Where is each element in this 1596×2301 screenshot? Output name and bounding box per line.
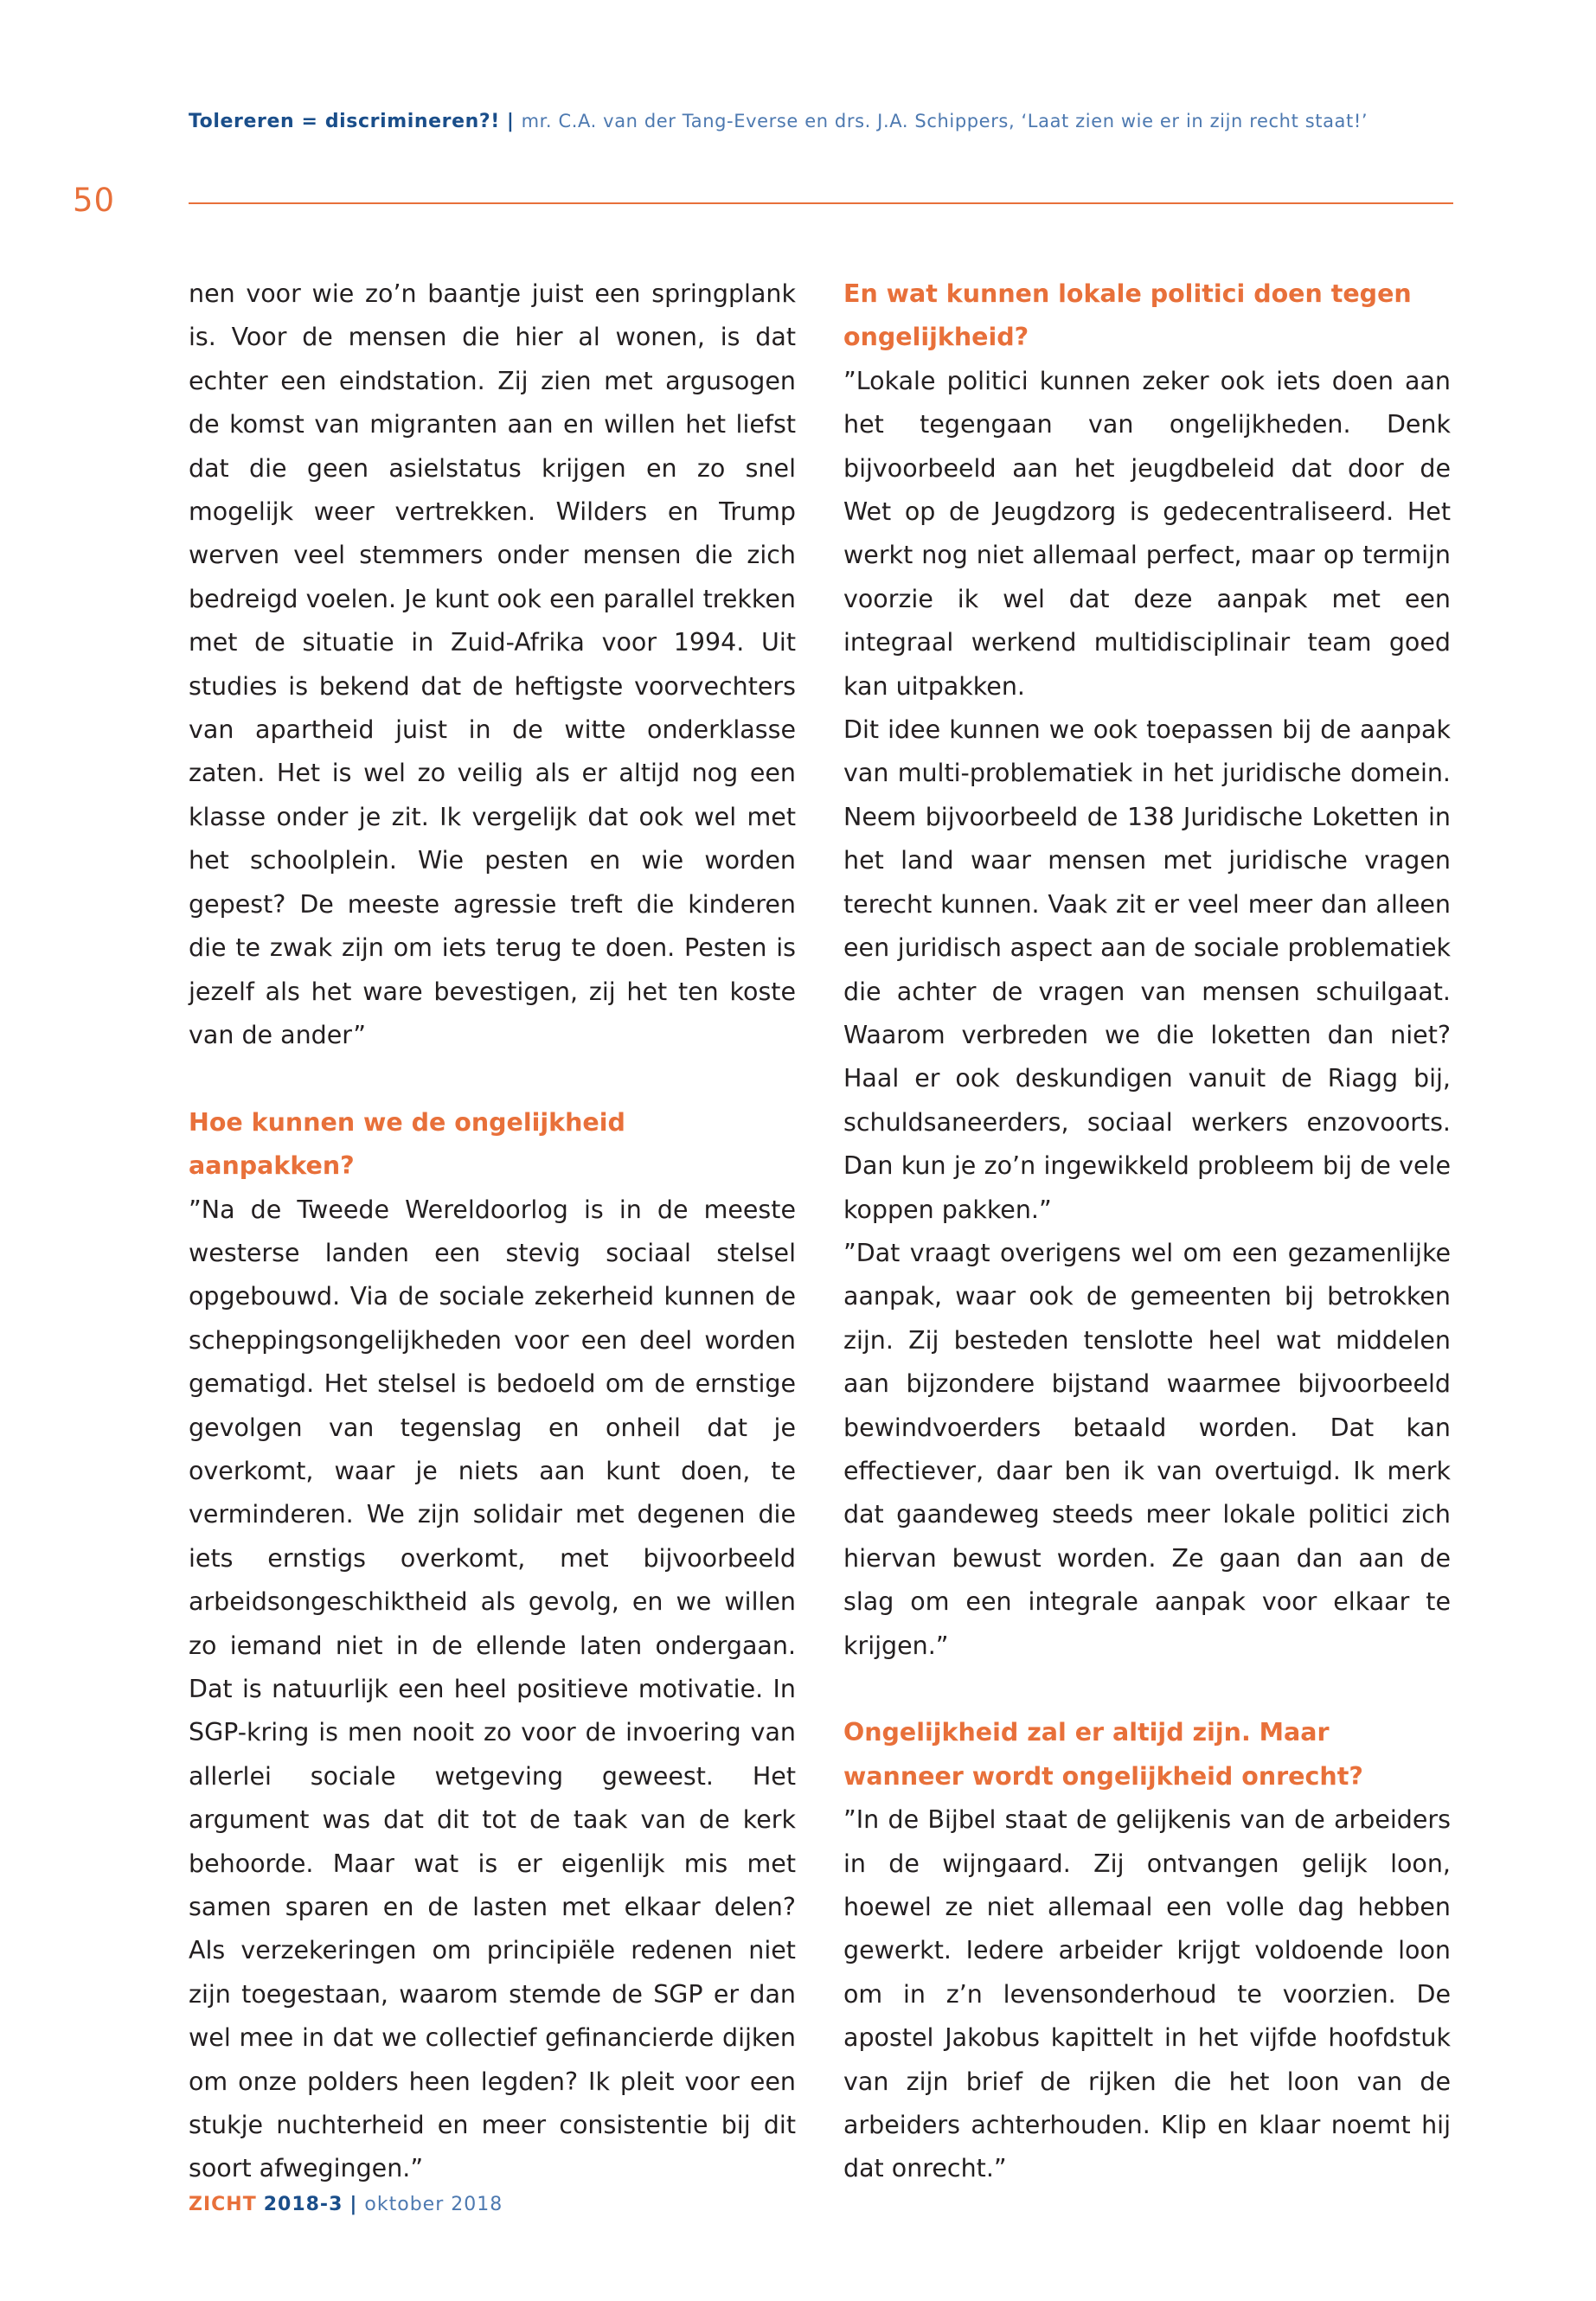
left-paragraph-1: nen voor wie zo’n baantje juist een springplank is. Voor de mensen die hier al wonen, is dat echter een eindstation. Zij zien met argusogen de komst van migranten aan en willen het liefst dat die geen asielstatus krijgen en zo snel mogelijk weer vertrekken. Wilders en Trump werven veel stemmers onder mensen die zich bedreigd voelen. Je kunt ook een parallel trekken met de situatie in Zuid-Afrika voor 1994. Uit studies is bekend dat de heftigste voorvechters van apartheid juist in de witte onderklasse zaten. Het is wel zo veilig als er altijd nog een klasse onder je zit. Ik vergelijk dat ook wel met het schoolplein. Wie pesten en wie worden gepest? De meeste agressie treft die kinderen die te zwak zijn om iets terug te doen. Pesten is jezelf als het ware bevestigen, zij het ten koste van de ander” xyxy=(189,279,796,1049)
header-separator: | xyxy=(506,111,515,132)
right-paragraph-3: ”Dat vraagt overigens wel om een gezamenlijke aanpak, waar ook de gemeenten bij betrokken zijn. Zij besteden tenslotte heel wat middelen aan bijzondere bijstand waarmee bijvoorbeeld bewindvoerders betaald worden. Dat kan effectiever, daar ben ik van overtuigd. Ik merk dat gaandeweg steeds meer lokale politici zich hiervan bewust worden. Ze gaan dan aan de slag om een integrale aanpak voor elkaar te krijgen.” xyxy=(843,1238,1451,1660)
right-column xyxy=(843,272,1451,2191)
page-number: 50 xyxy=(73,182,116,219)
footer-date: oktober 2018 xyxy=(364,2194,503,2215)
series-title: Tolereren = discrimineren?! xyxy=(189,111,500,132)
footer-separator: | xyxy=(349,2194,358,2215)
header-rule xyxy=(189,202,1453,204)
right-heading-2: Ongelijkheid zal er altijd zijn. Maar wanneer wordt ongelijkheid onrecht? xyxy=(843,1718,1363,1791)
right-paragraph-1: ”Lokale politici kunnen zeker ook iets doen aan het tegengaan van ongelijkheden. Denk bijvoorbeeld aan het jeugdbeleid dat door de Wet op de Jeugdzorg is gedecentraliseerd. Het werkt nog niet allemaal perfect, maar op termijn voorzie ik wel dat deze aanpak met een integraal werkend multidisciplinair team goed kan uitpakken. xyxy=(843,366,1451,701)
left-column xyxy=(189,272,796,2191)
section-gap xyxy=(189,1057,796,1100)
section-gap xyxy=(843,1668,1451,1711)
running-header xyxy=(189,111,1452,132)
right-heading-1: En wat kunnen lokale politici doen tegen ongelijkheid? xyxy=(843,279,1412,352)
footer-magazine: ZICHT xyxy=(189,2194,257,2215)
right-paragraph-4: ”In de Bijbel staat de gelijkenis van de arbeiders in de wijngaard. Zij ontvangen gelijk loon, hoewel ze niet allemaal een volle dag hebben gewerkt. Iedere arbeider krijgt voldoende loon om in z’n levensonderhoud te voorzien. De apostel Jakobus kapittelt in het vijfde hoofdstuk van zijn brief de rijken die het loon van de arbeiders achterhouden. Klip en klaar noemt hij dat onrecht.” xyxy=(843,1805,1451,2183)
article-authors-title: mr. C.A. van der Tang-Everse en drs. J.A. Schippers, ‘Laat zien wie er in zijn recht staat!’ xyxy=(521,111,1368,131)
page-footer xyxy=(189,2194,503,2215)
left-heading-1: Hoe kunnen we de ongelijkheid aanpakken? xyxy=(189,1107,625,1181)
right-paragraph-2: Dit idee kunnen we ook toepassen bij de aanpak van multi-problematiek in het juridische domein. Neem bijvoorbeeld de 138 Juridische Loketten in het land waar mensen met juridische vragen terecht kunnen. Vaak zit er veel meer dan alleen een juridisch aspect aan de sociale problematiek die achter de vragen van mensen schuilgaat. Waarom verbreden we die loketten dan niet? Haal er ook deskundigen vanuit de Riagg bij, schuldsaneerders, sociaal werkers enzovoorts. Dan kun je zo’n ingewikkeld probleem bij de vele koppen pakken.” xyxy=(843,715,1451,1224)
footer-issue: 2018-3 xyxy=(263,2194,343,2215)
left-paragraph-2: ”Na de Tweede Wereldoorlog is in de meeste westerse landen een stevig sociaal stelsel opgebouwd. Via de sociale zekerheid kunnen de scheppingsongelijkheden voor een deel worden gematigd. Het stelsel is bedoeld om de ernstige gevolgen van tegenslag en onheil dat je overkomt, waar je niets aan kunt doen, te verminderen. We zijn solidair met degenen die iets ernstigs overkomt, met bijvoorbeeld arbeidsongeschiktheid als gevolg, en we willen zo iemand niet in de ellende laten ondergaan. Dat is natuurlijk een heel positieve motivatie. In SGP-kring is men nooit zo voor de invoering van allerlei sociale wetgeving geweest. Het argument was dat dit tot de taak van de kerk behoorde. Maar wat is er eigenlijk mis met samen sparen en de lasten met elkaar delen? Als verzekeringen om principiële redenen niet zijn toegestaan, waarom stemde de SGP er dan wel mee in dat we collectief gefinancierde dijken om onze polders heen legden? Ik pleit voor een stukje nuchterheid en meer consistentie bij dit soort afwegingen.” xyxy=(189,1195,796,2183)
